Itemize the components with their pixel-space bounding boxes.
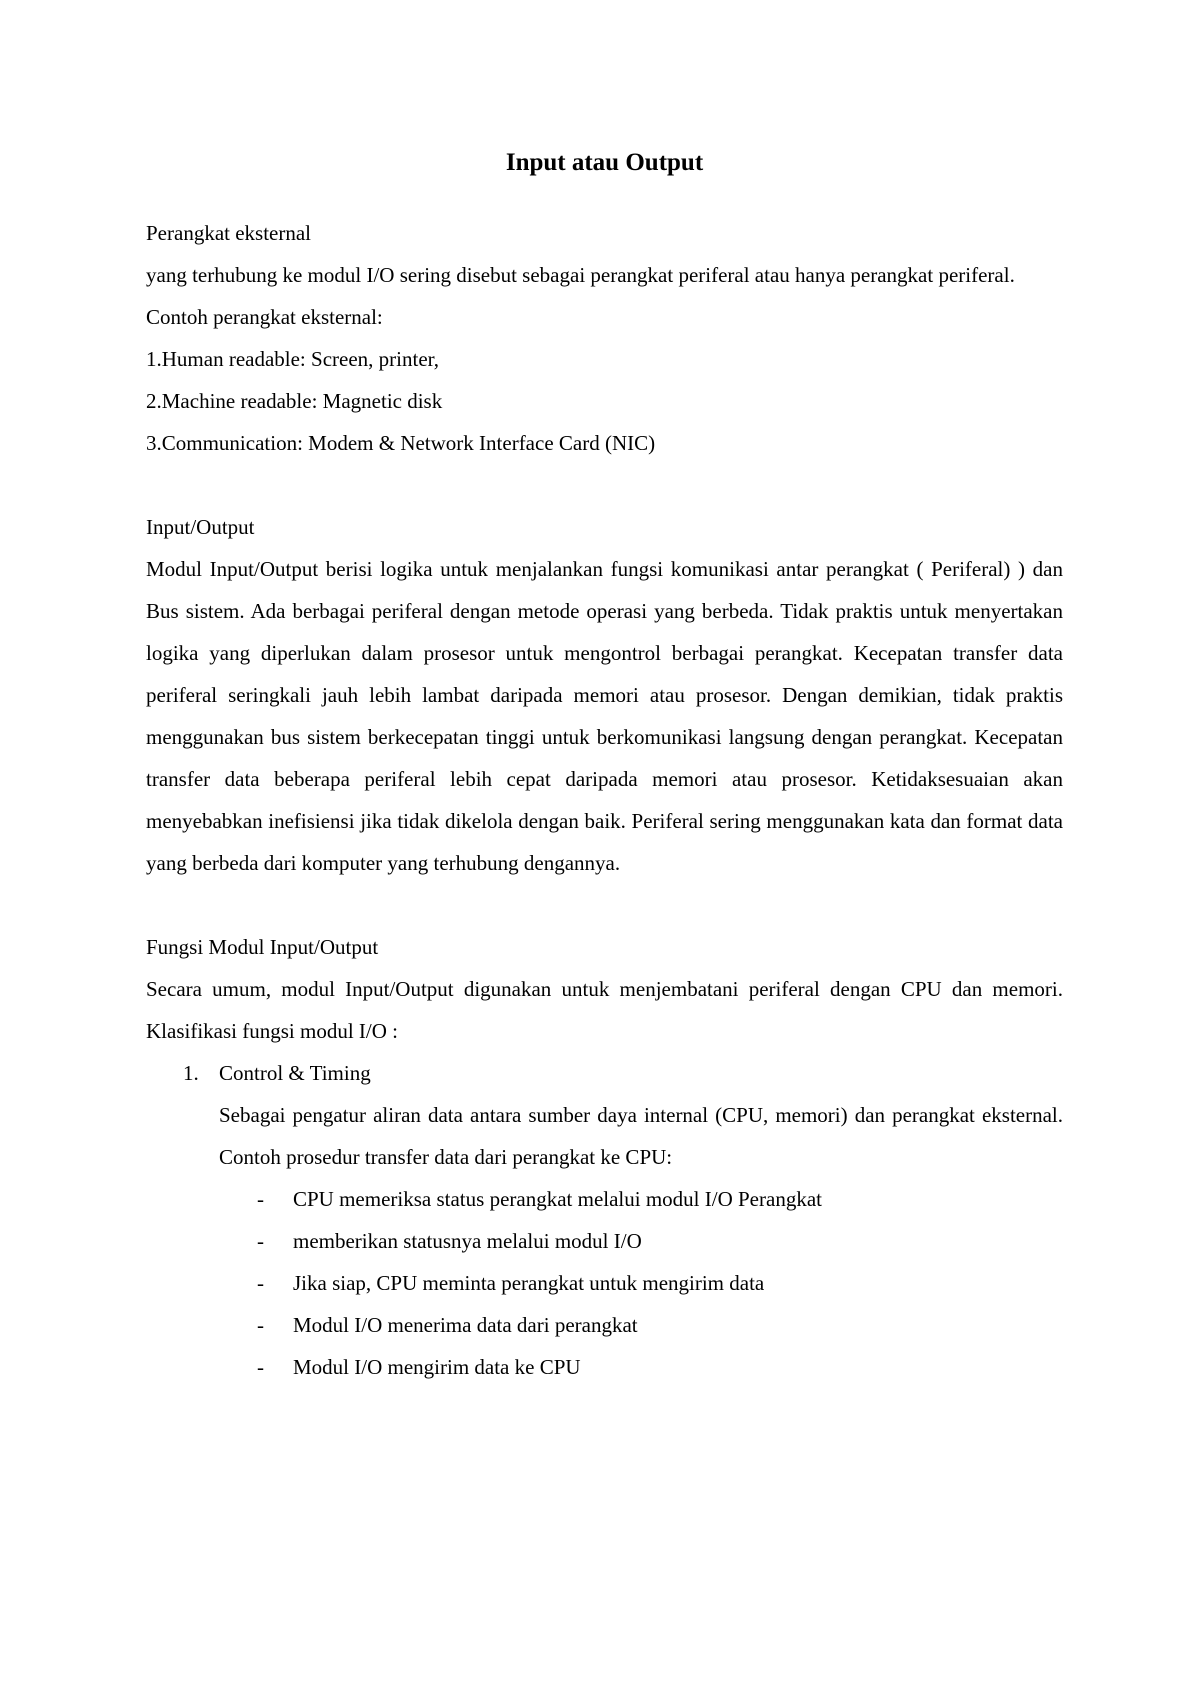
example-item-3: 3.Communication: Modem & Network Interface Card (NIC) — [146, 431, 656, 455]
document-page — [146, 142, 1063, 1388]
list-item-text: Modul I/O mengirim data ke CPU — [293, 1355, 581, 1379]
list-item-text: Modul I/O menerima data dari perangkat — [293, 1313, 638, 1337]
section-heading-input-output: Input/Output — [146, 515, 255, 539]
paragraph-external-devices: yang terhubung ke modul I/O sering disebut sebagai perangkat periferal atau hanya perangkat periferal. — [146, 263, 1015, 287]
section-heading-io-module-functions: Fungsi Modul Input/Output — [146, 935, 379, 959]
section-heading-external-devices: Perangkat eksternal — [146, 221, 312, 245]
list-item — [146, 1304, 1063, 1346]
numbered-item-body: Sebagai pengatur aliran data antara sumber daya internal (CPU, memori) dan perangkat eksternal. Contoh prosedur transfer data dari perangkat ke CPU: — [219, 1103, 1063, 1169]
dash-bullet: - — [257, 1271, 264, 1295]
list-item-text: memberikan statusnya melalui modul I/O — [293, 1229, 642, 1253]
paragraph-io-module-functions: Secara umum, modul Input/Output digunakan untuk menjembatani periferal dengan CPU dan memori. Klasifikasi fungsi modul I/O : — [146, 977, 1063, 1043]
dash-bullet: - — [257, 1355, 264, 1379]
list-item-text: Jika siap, CPU meminta perangkat untuk mengirim data — [293, 1271, 765, 1295]
example-item-1: 1.Human readable: Screen, printer, — [146, 347, 440, 371]
list-item — [146, 1220, 1063, 1262]
dash-bullet: - — [257, 1229, 264, 1253]
examples-label: Contoh perangkat eksternal: — [146, 305, 383, 329]
list-number: 1. — [183, 1061, 199, 1085]
dash-bullet: - — [257, 1187, 264, 1211]
numbered-item-control-timing — [146, 1052, 1063, 1178]
paragraph-input-output: Modul Input/Output berisi logika untuk menjalankan fungsi komunikasi antar perangkat ( Periferal) ) dan Bus sistem. Ada berbagai periferal dengan metode operasi yang berbeda. Tidak praktis untuk menyertakan logika yang diperlukan dalam prosesor untuk mengontrol berbagai perangkat. Kecepatan transfer data periferal seringkali jauh lebih lambat daripada memori atau prosesor. Dengan demikian, tidak praktis menggunakan bus sistem berkecepatan tinggi untuk berkomunikasi langsung dengan perangkat. Kecepatan transfer data beberapa periferal lebih cepat daripada memori atau prosesor. Ketidaksesuaian akan menyebabkan inefisiensi jika tidak dikelola dengan baik. Periferal sering menggunakan kata dan format data yang berbeda dari komputer yang terhubung dengannya. — [146, 557, 1063, 875]
transfer-steps-list — [146, 1178, 1063, 1388]
document-title: Input atau Output — [505, 149, 704, 176]
list-item — [146, 1262, 1063, 1304]
spacer — [146, 884, 1063, 926]
list-item — [146, 1178, 1063, 1220]
dash-bullet: - — [257, 1313, 264, 1337]
list-item — [146, 1346, 1063, 1388]
example-item-2: 2.Machine readable: Magnetic disk — [146, 389, 443, 413]
spacer — [146, 464, 1063, 506]
numbered-item-title: Control & Timing — [219, 1061, 371, 1085]
list-item-text: CPU memeriksa status perangkat melalui modul I/O Perangkat — [293, 1187, 822, 1211]
